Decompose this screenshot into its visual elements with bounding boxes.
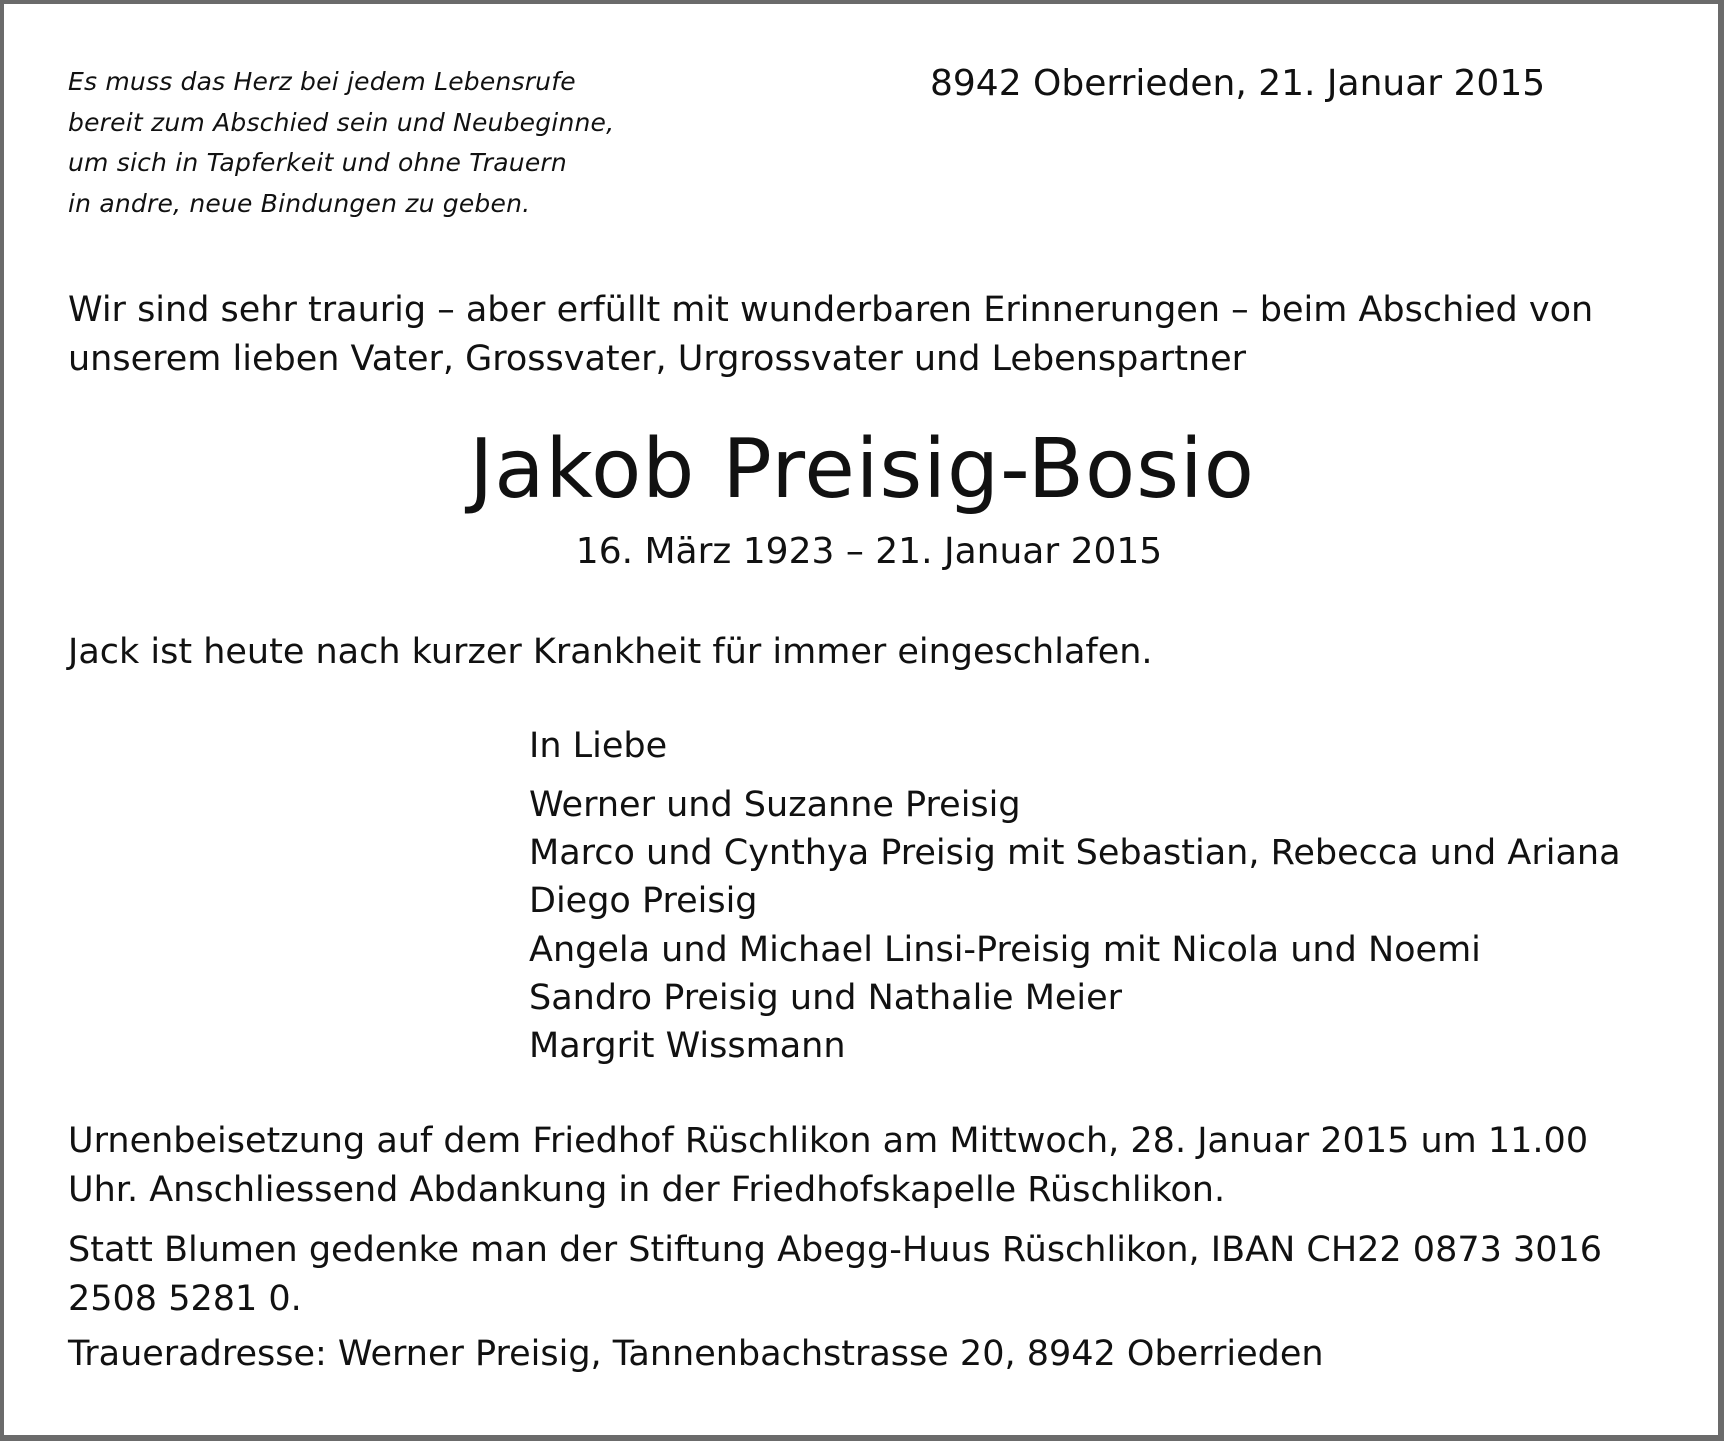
mourner-entry: Marco und Cynthya Preisig mit Sebastian, Rebecca und Ariana [529, 833, 1621, 874]
mourner-entry: Diego Preisig [529, 881, 758, 922]
intro-line: Wir sind sehr traurig – aber erfüllt mit wunderbaren Erinnerungen – beim Abschied von [68, 290, 1594, 330]
mourners-list [529, 781, 1621, 1070]
donation-notice [68, 1226, 1602, 1324]
deceased-name: Jakob Preisig-Bosio [469, 422, 1255, 517]
in-liebe-heading: In Liebe [529, 726, 668, 766]
mourning-address: Traueradresse: Werner Preisig, Tannenbachstrasse 20, 8942 Oberrieden [68, 1334, 1324, 1374]
donation-line: 2508 5281 0. [68, 1279, 302, 1319]
funeral-line: Urnenbeisetzung auf dem Friedhof Rüschlikon am Mittwoch, 28. Januar 2015 um 11.00 [68, 1121, 1589, 1161]
poem-line: bereit zum Abschied sein und Neubeginne, [68, 107, 615, 137]
poem-verse [68, 62, 614, 224]
mourner-entry: Margrit Wissmann [529, 1026, 846, 1067]
mourner-entry: Angela und Michael Linsi-Preisig mit Nicola und Noemi [529, 929, 1481, 970]
donation-line: Statt Blumen gedenke man der Stiftung Abegg-Huus Rüschlikon, IBAN CH22 0873 3016 [68, 1230, 1603, 1270]
poem-line: Es muss das Herz bei jedem Lebensrufe [68, 67, 576, 96]
mourner-entry: Sandro Preisig und Nathalie Meier [529, 977, 1123, 1018]
poem-line: in andre, neue Bindungen zu geben. [68, 188, 531, 218]
life-dates: 16. März 1923 – 21. Januar 2015 [575, 531, 1163, 572]
mourner-entry: Werner und Suzanne Preisig [529, 785, 1021, 825]
intro-text [68, 286, 1593, 384]
funeral-line: Uhr. Anschliessend Abdankung in der Friedhofskapelle Rüschlikon. [68, 1170, 1226, 1210]
passing-message: Jack ist heute nach kurzer Krankheit für immer eingeschlafen. [68, 632, 1153, 672]
intro-line: unserem lieben Vater, Grossvater, Urgrossvater und Lebenspartner [68, 339, 1247, 379]
place-and-date: 8942 Oberrieden, 21. Januar 2015 [930, 63, 1546, 104]
poem-line: um sich in Tapferkeit und ohne Trauern [68, 148, 567, 177]
funeral-details [68, 1117, 1588, 1215]
